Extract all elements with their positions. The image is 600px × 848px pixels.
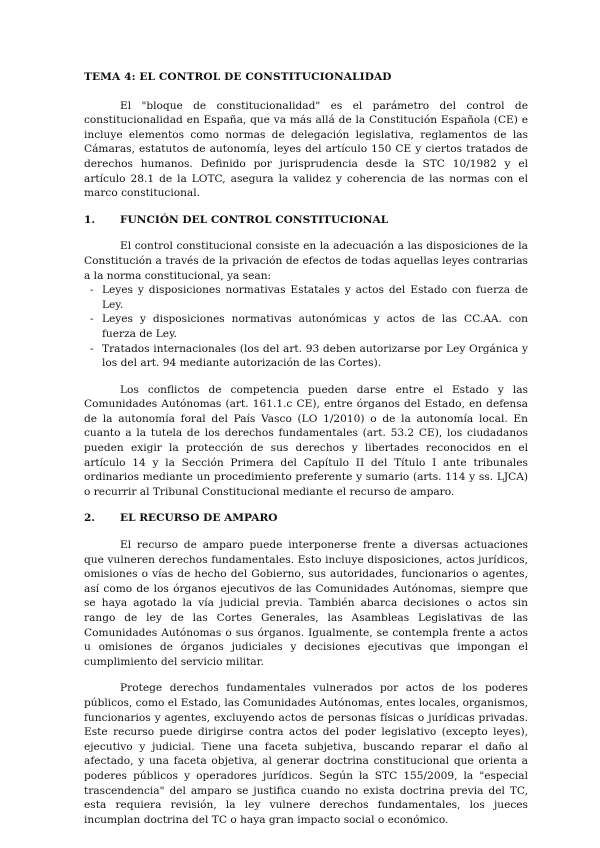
list-item-text: Tratados internacionales (los del art. 93 deben autorizarse por Ley Orgánica y los del art. 94 mediante autorización de las Cortes). <box>102 342 528 370</box>
list-item <box>84 342 528 371</box>
list-bullet: - <box>90 284 94 297</box>
section-2-title: EL RECURSO DE AMPARO <box>120 512 278 525</box>
list-item-text: Leyes y disposiciones normativas autonómicas y actos de las CC.AA. con fuerza de Ley. <box>102 313 528 340</box>
section-2-paragraph-1: El recurso de amparo puede interponerse frente a diversas actuaciones que vulneren derechos fundamentales. Esto incluye disposiciones, actos jurídicos, omisiones o vías de hecho del Gobierno, sus autoridades, funcionarios o agentes, así como de los órganos ejecutivos de las Comunidades Autónomas, siempre que se haya agotado la vía judicial previa. También abarca decisiones o actos sin rango de ley de las Cortes Generales, las Asambleas Legislativas de las Comunidades Autónomas o sus órganos. Igualmente, se contempla frente a actos u omisiones de órganos judiciales y decisiones ejecutivas que impongan el cumplimiento del servicio militar. <box>84 539 528 668</box>
section-1-lead-paragraph: El control constitucional consiste en la adecuación a las disposiciones de la Constitución a través de la privación de efectos de todas aquellas leyes contrarias a la norma constitucional, ya sean: <box>84 240 528 282</box>
page-content <box>84 70 528 827</box>
list-item-text: Leyes y disposiciones normativas Estatales y actos del Estado con fuerza de Ley. <box>102 284 528 311</box>
list-item <box>84 283 528 312</box>
section-1-heading <box>84 213 528 228</box>
intro-paragraph: El "bloque de constitucionalidad" es el parámetro del control de constitucionalidad en España, que va más allá de la Constitución Española (CE) e incluye elementos como normas de delegación legislativa, reglamentos de las Cámaras, estatutos de autonomía, leyes del artículo 150 CE y ciertos tratados de derechos humanos. Definido por jurisprudencia desde la STC 10/1982 y el artículo 28.1 de la LOTC, asegura la validez y coherencia de las normas con el marco constitucional. <box>84 99 528 200</box>
list-bullet: - <box>90 342 94 355</box>
list-item <box>84 312 528 341</box>
section-1-title: FUNCIÓN DEL CONTROL CONSTITUCIONAL <box>120 213 389 226</box>
section-2-paragraph-2: Protege derechos fundamentales vulnerados por actos de los poderes públicos, como el Estado, las Comunidades Autónomas, entes locales, organismos, funcionarios y agentes, excluyendo actos de personas físicas o jurídicas privadas. Este recurso puede dirigirse contra actos del poder legislativo (excepto leyes), ejecutivo y judicial. Tiene una faceta subjetiva, buscando reparar el daño al afectado, y una faceta objetiva, al generar doctrina constitucional que orienta a poderes públicos y operadores jurídicos. Según la STC 155/2009, la "especial trascendencia" del amparo se justifica cuando no exista doctrina previa del TC, esta requiera revisión, la ley vulnere derechos fundamentales, los jueces incumplan doctrina del TC o haya gran impacto social o económico. <box>84 682 528 826</box>
section-2-heading <box>84 511 528 526</box>
page-title: TEMA 4: EL CONTROL DE CONSTITUCIONALIDAD <box>84 71 392 83</box>
section-1-number: 1. <box>84 213 96 226</box>
section-1-paragraph: Los conflictos de competencia pueden darse entre el Estado y las Comunidades Autónomas (art. 161.1.c CE), entre órganos del Estado, en defensa de la autonomía foral del País Vasco (LO 1/2010) o de la autonomía local. En cuanto a la tutela de los derechos fundamentales (art. 53.2 CE), los ciudadanos pueden exigir la protección de sus derechos y libertades reconocidos en el artículo 14 y la Sección Primera del Capítulo II del Título I ante tribunales ordinarios mediante un procedimiento preferente y sumario (arts. 114 y ss. LJCA) o recurrir al Tribunal Constitucional mediante el recurso de amparo. <box>84 383 528 498</box>
section-1-list <box>84 283 528 371</box>
list-bullet: - <box>90 313 94 326</box>
section-2-number: 2. <box>84 512 96 525</box>
